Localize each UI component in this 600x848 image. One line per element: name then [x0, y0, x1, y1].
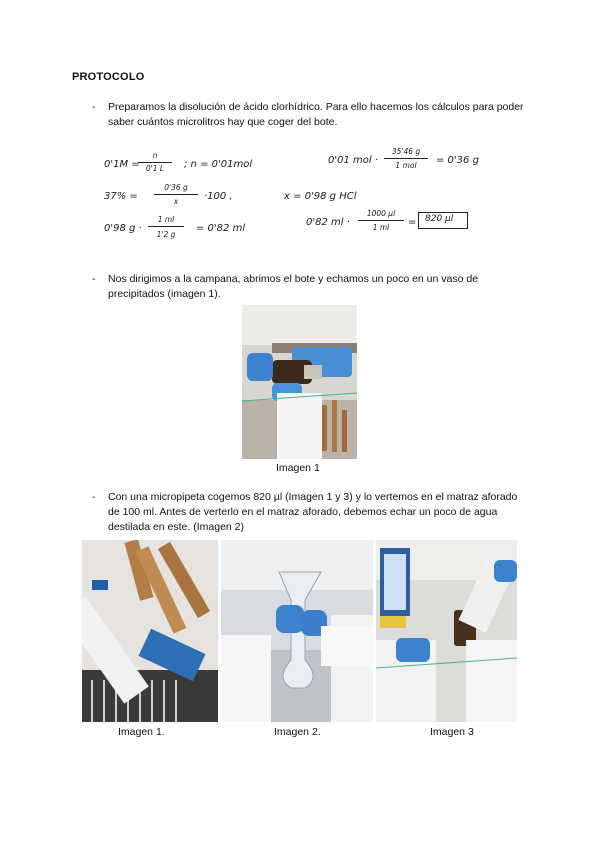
- calc-text: x = 0'98 g HCl: [284, 191, 357, 202]
- calc-numerator: 35'46 g: [391, 147, 421, 156]
- fraction-line: [154, 194, 198, 195]
- image-caption: Imagen 1: [276, 462, 320, 474]
- step-2-text: Nos dirigimos a la campana, abrimos el bote y echamos un poco en un vaso de precipitados (imagen 1).: [108, 273, 479, 300]
- photo-volumetric-flask: [221, 540, 373, 722]
- calc-text: 0'82 ml ·: [306, 217, 350, 228]
- calc-denominator: 1'2 g: [156, 230, 176, 239]
- calc-text: = 0'36 g: [436, 155, 479, 166]
- calc-denominator: x: [173, 197, 179, 206]
- bullet-dash: -: [92, 101, 96, 113]
- image-caption: Imagen 2.: [274, 726, 321, 738]
- calc-numerator: n: [152, 151, 158, 160]
- fraction-line: [384, 158, 428, 159]
- calc-text: 37% =: [104, 191, 138, 202]
- calc-text: 0'98 g ·: [104, 223, 142, 234]
- bullet-dash: -: [92, 491, 96, 503]
- calc-denominator: 1 ml: [372, 223, 390, 232]
- photo-micropipette: [82, 540, 218, 722]
- calc-text: ; n = 0'01mol: [184, 159, 253, 170]
- bullet-dash: -: [92, 273, 96, 285]
- calc-numerator: 1000 µl: [366, 209, 396, 218]
- page-title: PROTOCOLO: [72, 71, 145, 83]
- calc-text: =: [408, 217, 417, 228]
- calc-numerator: 1 ml: [157, 215, 175, 224]
- fraction-line: [358, 220, 404, 221]
- calc-text: = 0'82 ml: [196, 223, 246, 234]
- photo-micropipette-transfer: [376, 540, 517, 722]
- step-1-text: Preparamos la disolución de ácido clorhídrico. Para ello hacemos los cálculos para poder saber cuántos microlitros hay que coger del bote.: [108, 101, 524, 128]
- fraction-line: [138, 162, 172, 163]
- calc-denominator: 1 mol: [395, 161, 417, 170]
- calc-text: 0'01 mol ·: [328, 155, 379, 166]
- photo-fume-hood: [242, 305, 357, 459]
- calc-numerator: 0'36 g: [164, 183, 188, 192]
- fraction-line: [148, 226, 184, 227]
- step-3-text: Con una micropipeta cogemos 820 µl (Imagen 1 y 3) y lo vertemos en el matraz aforado de 100 ml. Antes de verterlo en el matraz aforado, debemos echar un poco de agua destilada en este. (Imagen 2): [108, 491, 518, 533]
- calc-text: ·100 ,: [204, 191, 233, 202]
- result-box: 820 µl: [418, 212, 468, 229]
- calc-text: 0'1M =: [104, 159, 140, 170]
- calc-denominator: 0'1 L: [145, 164, 165, 173]
- image-caption: Imagen 3: [430, 726, 474, 738]
- image-caption: Imagen 1.: [118, 726, 165, 738]
